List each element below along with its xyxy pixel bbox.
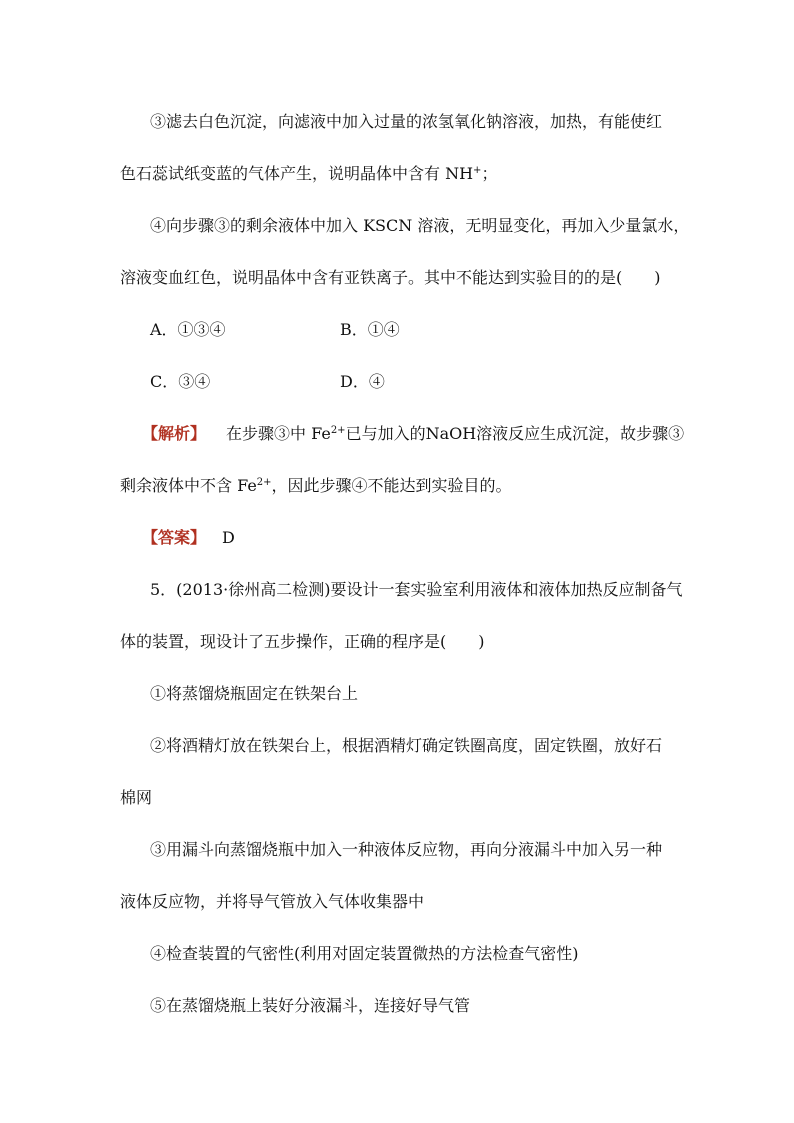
- analysis-line2: [120, 478, 512, 494]
- analysis-tag: 【解析】: [142, 424, 207, 443]
- step3-line2-text: 色石蕊试纸变蓝的气体产生，说明晶体中含有 NH: [120, 164, 474, 183]
- q5-step2-line2: 棉网: [120, 788, 153, 807]
- q5-step2-line1: ②将酒精灯放在铁架台上，根据酒精灯确定铁圈高度，固定铁圈，放好石: [150, 736, 663, 755]
- q5-step5: ⑤在蒸馏烧瓶上装好分液漏斗，连接好导气管: [150, 996, 471, 1015]
- option-b: B．①④: [340, 320, 400, 339]
- analysis-text-d: ，因此步骤④不能达到实验目的。: [271, 476, 512, 495]
- q5-step3-line2: 液体反应物，并将导气管放入气体收集器中: [120, 892, 425, 911]
- q5-line2: 体的装置，现设计了五步操作，正确的程序是( ): [120, 632, 485, 651]
- analysis-text-b: 已与加入的NaOH溶液反应生成沉淀，故步骤③: [345, 424, 685, 443]
- step3-line1: ③滤去白色沉淀，向滤液中加入过量的浓氢氧化钠溶液，加热，有能使红: [150, 112, 663, 131]
- analysis-text-c: 剩余液体中不含 Fe: [120, 476, 257, 495]
- answer-value: D: [222, 528, 235, 547]
- ammonium-charge: +: [473, 165, 482, 176]
- step3-line2: [120, 166, 497, 182]
- answer-tag: 【答案】: [142, 528, 207, 547]
- option-c: C．③④: [150, 372, 211, 391]
- option-a: A．①③④: [150, 320, 226, 339]
- q5-step1: ①将蒸馏烧瓶固定在铁架台上: [150, 684, 359, 703]
- analysis-line1: [142, 426, 684, 442]
- answer-line: [142, 530, 235, 546]
- q5-step4: ④检查装置的气密性(利用对固定装置微热的方法检查气密性): [150, 944, 579, 963]
- fe-charge-2: 2+: [256, 477, 272, 488]
- fe-charge-1: 2+: [330, 425, 346, 436]
- option-d: D．④: [340, 372, 385, 391]
- q5-step3-line1: ③用漏斗向蒸馏烧瓶中加入一种液体反应物，再向分液漏斗中加入另一种: [150, 840, 663, 859]
- step4-line1: ④向步骤③的剩余液体中加入 KSCN 溶液，无明显变化，再加入少量氯水，: [150, 216, 690, 235]
- analysis-text-a: 在步骤③中 Fe: [226, 424, 331, 443]
- step4-line2: 溶液变血红色，说明晶体中含有亚铁离子。其中不能达到实验目的的是( ): [120, 268, 661, 287]
- q5-line1: 5．(2013·徐州高二检测)要设计一套实验室利用液体和液体加热反应制备气: [150, 580, 683, 599]
- step3-line2-tail: ；: [481, 164, 498, 183]
